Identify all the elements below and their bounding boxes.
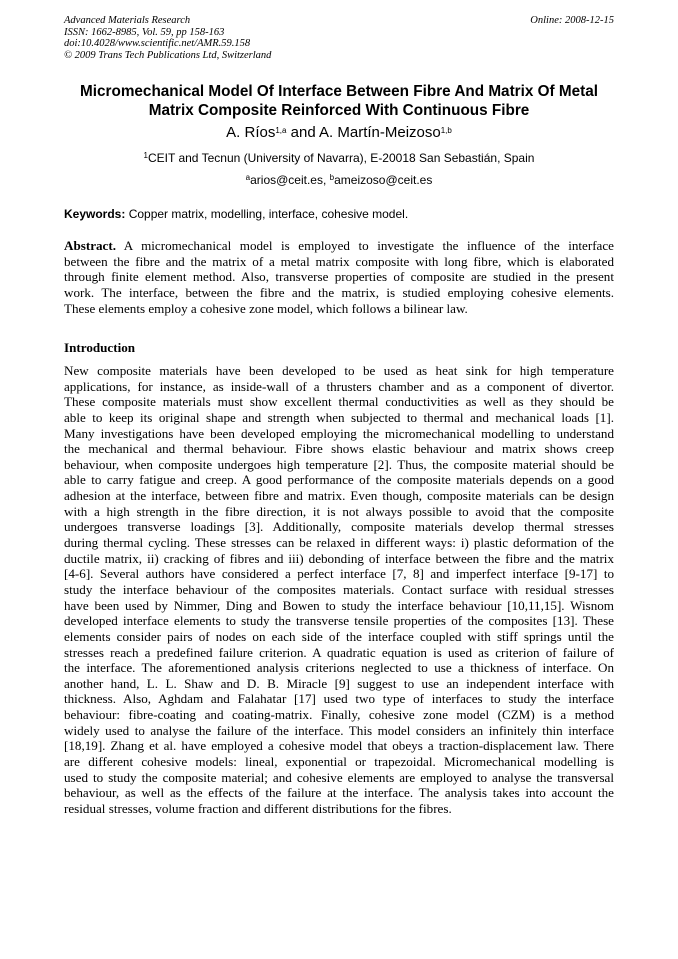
introduction-line: Many investigations have been developed employing the micromechanical modelling to understand [64,425,614,441]
paper-title [40,82,638,120]
abstract-line: These elements employ a cohesive zone model, which follows a bilinear law. [64,300,468,316]
abstract-line: work. The interface, between the fibre and the matrix, is studied employing cohesive elements. [64,284,614,300]
author-and: and [286,124,320,141]
introduction-heading: Introduction [64,340,136,355]
introduction-line: developed interface elements to study the transverse tensile properties of the composites [13]. These [64,613,614,629]
affiliation [0,150,678,166]
abstract-line: between the fibre and the matrix of a metal matrix composite with long fibre, which is elaborated [64,253,614,269]
introduction-line: behaviour: fibre-coating and coating-matrix. Finally, cohesive zone model (CZM) is a method [64,707,614,723]
abstract-line-text: A micromechanical model is employed to investigate the influence of the interface [116,238,614,253]
introduction-line: adhesion at the interface, between fibre and matrix. Even though, composite materials can be design [64,488,614,504]
introduction-line: behaviour, when composite undergoes high temperature [2]. Thus, the composite material should be [64,456,614,472]
introduction-line: the mechanical and thermal behaviour. Fibre shows elastic behaviour and matrix shows creep [64,441,614,457]
journal-header [64,15,271,61]
issn: ISSN: 1662-8985, Vol. 59, pp 158-163 [64,26,225,38]
email-a[interactable]: arios@ceit.es, [250,173,330,187]
affiliation-text: CEIT and Tecnun (University of Navarra), E-20018 San Sebastián, Spain [148,151,535,165]
introduction-line: with a high strength in the fibre direction, it is not always possible to avoid that the composite [64,503,614,519]
introduction-line: widely used to analyse the failure of the interface. This model considers an infinitely thin interface [64,722,614,738]
abstract-label: Abstract. [64,238,116,253]
introduction-line: during thermal cycling. These stresses can be relaxed in different ways: i) plastic deformation of the [64,535,614,551]
introduction-line: study the interface behaviour of the composites materials. Contact surface with residual stresses [64,581,614,597]
introduction-line: elements consider pairs of nodes on each side of the interface coupled with stiff springs until the [64,628,614,644]
introduction-line: thickness. Also, Aghdam and Falahatar [17] used two type of interfaces to study the interface [64,691,614,707]
email-b-sup: b [329,173,335,182]
emails [0,172,678,188]
introduction-line: used to study the composite material; and cohesive elements are employed to analyse the transversal [64,769,614,785]
abstract-line [64,238,614,254]
author-1: A. Ríos [226,124,276,141]
keywords [64,207,408,222]
author-1-sup: 1,a [275,126,287,135]
introduction-body [64,363,614,817]
introduction-line: able to keep its original shape and strength when subjected to thermal and mechanical loads [1]. [64,409,614,425]
journal-name: Advanced Materials Research [64,15,191,26]
copyright: © 2009 Trans Tech Publications Ltd, Switzerland [64,49,272,61]
introduction-line: stresses reach a predefined failure criterion. A quadratic equation is used as criterion of failure of [64,644,614,660]
introduction-line: able to carry fatigue and creep. A good performance of the composite materials depends on a good [64,472,614,488]
author-2: A. Martín-Meizoso [319,124,441,141]
authors [0,124,678,142]
title-line-1: Micromechanical Model Of Interface Between Fibre And Matrix Of Metal [80,83,598,100]
abstract [64,238,614,316]
introduction-line: [4-6]. Several authors have considered a perfect interface [7, 8] and imperfect interface [9-17] to [64,566,614,582]
keywords-text: Copper matrix, modelling, interface, cohesive model. [125,207,409,221]
author-2-sup: 1,b [440,126,452,135]
doi: doi:10.4028/www.scientific.net/AMR.59.158 [64,38,251,50]
introduction-line: another hand, L. L. Shaw and D. B. Miracle [9] suggest to use an independent interface with [64,675,614,691]
introduction-line: [18,19]. Zhang et al. have employed a cohesive model that obeys a traction-displacement law. There [64,738,614,754]
introduction-line: behaviour, as well as the effects of the failure at the interface. The analysis takes into account the [64,785,614,801]
online-date: Online: 2008-12-15 [530,15,614,26]
introduction-line: the interface. The aforementioned analysis criterions neglected to use a thickness of interface. On [64,660,614,676]
introduction-line: are different cohesive models: lineal, exponential or trapezoidal. Micromechanical modelling is [64,754,614,770]
keywords-label: Keywords: [64,207,126,221]
introduction-line: These composite materials must show excellent thermal conductivities as well as they should be [64,394,614,410]
email-b[interactable]: ameizoso@ceit.es [334,173,433,187]
introduction-line: New composite materials have been developed to be used as heat sink for high temperature [64,363,614,378]
introduction-line: undergoes transverse loadings [3]. Additionally, composite materials develop thermal stresses [64,519,614,535]
title-line-2: Matrix Composite Reinforced With Continuous Fibre [148,102,530,119]
email-a-sup: a [245,173,251,182]
introduction-line: applications, for instance, as inside-wall of a thrusters chamber and as a component of divertor. [64,378,614,394]
abstract-line: through finite element method. Also, transverse properties of composite are studied in the present [64,269,614,285]
affiliation-sup: 1 [143,151,148,160]
introduction-line: ductile matrix, ii) cracking of fibres and iii) debonding of interface between the fibre and the matrix [64,550,614,566]
introduction-line: residual stresses, volume fraction and different distributions for the fibres. [64,800,452,816]
introduction-line: have been used by Nimmer, Ding and Bowen to study the interface behaviour [10,11,15]. Wisnom [64,597,614,613]
